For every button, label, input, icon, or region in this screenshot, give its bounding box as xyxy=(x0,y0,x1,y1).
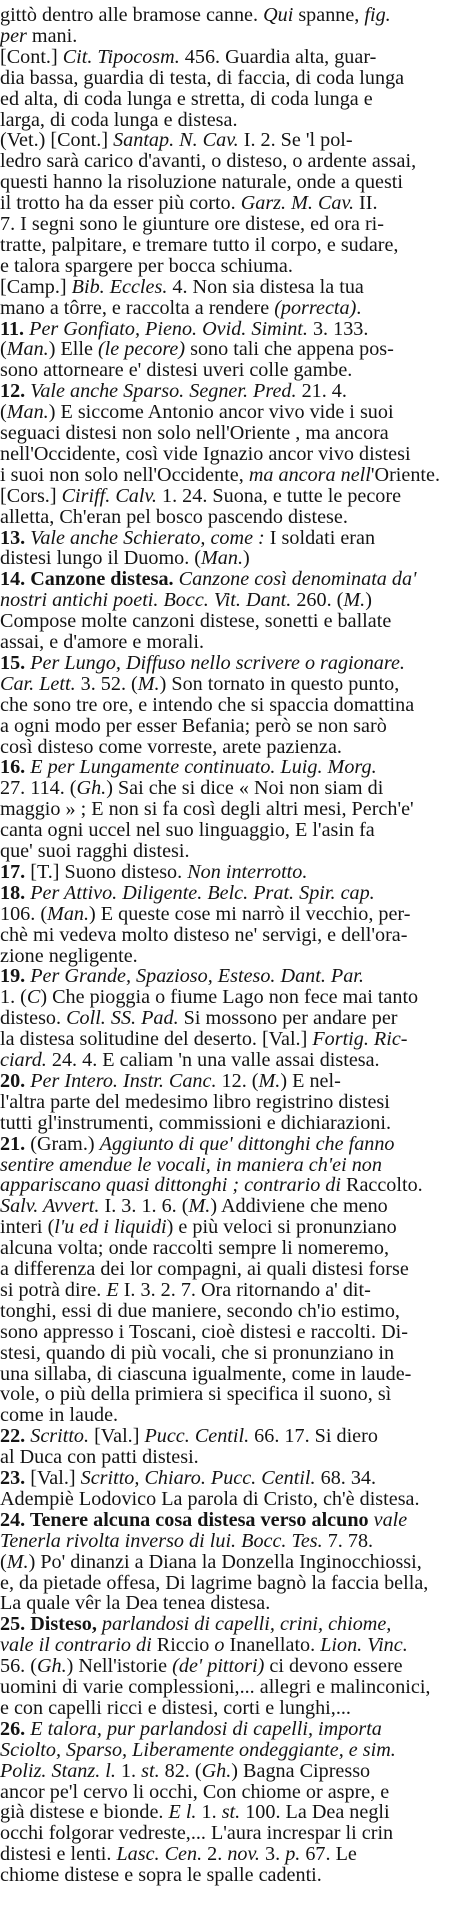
sense-number: 18. xyxy=(0,881,26,904)
body-text: la distesa solitudine del deserto. [Val.] xyxy=(0,1028,313,1051)
body-text: ) Po' dinanzi a Diana la Donzella Inginocchiossi, xyxy=(28,1550,422,1573)
body-text: I soldati eran xyxy=(264,526,376,549)
body-text: ) Elle xyxy=(48,338,98,361)
italic-text: Santap. N. Cav. xyxy=(113,129,239,152)
italic-text: E per Lungamente continuato. Luig. Morg. xyxy=(30,756,377,779)
body-text: così disteso come vorreste, arete pazienza. xyxy=(0,735,342,758)
body-text: que' suoi ragghi distesi. xyxy=(0,840,190,862)
body-text: [Val.] xyxy=(89,1425,145,1448)
italic-text: Car. Lett. xyxy=(0,672,76,695)
body-text: e, da pietade offesa, Di lagrime bagnò la faccia bella, xyxy=(0,1571,429,1594)
italic-text: st. xyxy=(141,1759,160,1782)
body-text: assai, e d'amore e morali. xyxy=(0,631,204,653)
italic-text: Per Gonfiato, Pieno. Ovid. Simint. xyxy=(29,317,308,340)
body-text: tonghi, essi di due maniere, secondo ch'io estimo, xyxy=(0,1299,400,1322)
body-text: 100. La Dea negli xyxy=(240,1801,390,1824)
body-text: occhi folgorar vedreste,... L'aura increspar li crin xyxy=(0,1822,394,1845)
body-text: gittò dentro alle bramose canne. xyxy=(0,4,264,26)
italic-text: Per Intero. Instr. Canc. xyxy=(30,1069,217,1092)
italic-text: E talora, pur parlandosi di capelli, importa xyxy=(30,1717,382,1740)
italic-text: Man. xyxy=(6,338,49,361)
sense-number: 13. xyxy=(0,526,26,549)
body-text: 1. ( xyxy=(0,986,27,1009)
italic-text: Man. xyxy=(47,902,90,925)
body-text: . xyxy=(356,296,362,319)
body-text: ) Sai che si dice « Noi non siam di xyxy=(106,777,384,800)
body-text: 67. Le xyxy=(300,1843,357,1866)
italic-text: Ciriff. Calv. xyxy=(61,484,157,507)
sense-number: 19. xyxy=(0,965,26,988)
body-text: [T.] Suono disteso. xyxy=(25,860,188,883)
italic-text: nov. xyxy=(227,1843,260,1866)
body-text: I. 2. Se 'l pol- xyxy=(238,129,353,152)
italic-text: Coll. SS. Pad. xyxy=(66,1007,179,1030)
body-text: distesi lungo il Duomo. ( xyxy=(0,547,202,570)
body-text: sono attorneare e' distesi uveri colle gambe. xyxy=(0,359,353,382)
body-text: 66. 17. Si diero xyxy=(249,1425,378,1448)
body-text: [Val.] xyxy=(25,1467,81,1489)
body-text: 1. xyxy=(196,1801,222,1824)
body-text: 1. xyxy=(115,1759,142,1782)
body-text: ( xyxy=(0,338,7,361)
body-text: Riccio xyxy=(151,1634,215,1657)
body-text: stesi, quando di più vocali, che si pronunziano in xyxy=(0,1341,395,1364)
body-text: chiome distese e sopra le spalle cadenti. xyxy=(0,1864,322,1887)
italic-text: Cit. Tipocosm. xyxy=(62,45,180,68)
italic-text: Non interrotto. xyxy=(187,860,308,883)
body-text: 2. xyxy=(202,1843,228,1866)
italic-text: Per Lungo, Diffuso nello scrivere o ragionare. xyxy=(30,651,405,674)
body-text: ) Che pioggia o fiume Lago non fece mai tanto xyxy=(40,986,419,1009)
body-text: Inanellato. xyxy=(224,1634,321,1657)
italic-text: vale il contrario di xyxy=(0,1634,152,1657)
italic-text: fig. xyxy=(364,4,391,26)
body-text: alletta, Ch'eran pel bosco pascendo distese. xyxy=(0,505,348,528)
body-text: La quale vêr la Dea tenea distesa. xyxy=(0,1592,271,1615)
italic-text: E l. xyxy=(168,1801,197,1824)
italic-text: Per Attivo. Diligente. Belc. Prat. Spir. cap. xyxy=(30,881,375,904)
body-text: ) E nel- xyxy=(280,1069,341,1092)
body-text: ci devono essere xyxy=(264,1655,403,1678)
text-line xyxy=(0,1862,476,1888)
sense-number: 14. Canzone distesa. xyxy=(0,568,174,591)
sense-number: 26. xyxy=(0,1717,26,1740)
body-text: canta ogni uccel nel suo linguaggio, E l'asin fa xyxy=(0,819,375,842)
body-text: Si mossono per andare per xyxy=(178,1007,398,1030)
body-text: al Duca con patti distesi. xyxy=(0,1446,199,1469)
italic-text: Gh. xyxy=(76,777,107,800)
italic-text: Lasc. Cen. xyxy=(116,1843,203,1866)
italic-text: Tenerla rivolta inverso di lui. Bocc. Tes. xyxy=(0,1529,323,1552)
italic-text: (le pecore) xyxy=(97,338,186,361)
body-text: 7. I segni sono le giunture ore distese, ed ora ri- xyxy=(0,213,384,235)
body-text: ) Addiviene che meno xyxy=(210,1195,388,1218)
sense-number: 21. xyxy=(0,1132,26,1155)
body-text: dia bassa, guardia di testa, di faccia, di coda lunga xyxy=(0,66,405,89)
body-text: ) E siccome Antonio ancor vivo vide i suoi xyxy=(48,401,394,424)
body-text: 3. 52. ( xyxy=(75,672,138,695)
body-text: l'altra parte del medesimo libro registrino distesi xyxy=(0,1090,390,1113)
body-text: ancor pe'l cervo li occhi, Con chiome or aspre, e xyxy=(0,1780,390,1803)
sense-number: 15. xyxy=(0,651,26,674)
body-text: [Cont.] xyxy=(0,45,63,68)
body-text: tutti gl'instrumenti, commissioni e dichiarazioni. xyxy=(0,1111,392,1134)
italic-text: Poliz. Stanz. l. xyxy=(0,1759,116,1782)
body-text: a ogni modo per esser Befania; però se non sarò xyxy=(0,714,387,737)
italic-text: Salv. Avvert. xyxy=(0,1195,100,1218)
body-text: 27. 114. ( xyxy=(0,777,77,800)
body-text: 'Oriente. xyxy=(370,463,440,486)
italic-text: (porrecta) xyxy=(274,296,357,319)
body-text: Compose molte canzoni distese, sonetti e ballate xyxy=(0,610,392,633)
body-text: tratte, palpitare, e tremare tutto il corpo, e sudare, xyxy=(0,233,399,256)
sense-number: 24. Tenere alcuna cosa distesa verso alcuno xyxy=(0,1508,369,1531)
body-text: 21. 4. xyxy=(296,380,347,403)
italic-text: Qui xyxy=(263,4,294,26)
sense-number: 17. xyxy=(0,860,26,883)
body-text: Raccolto. xyxy=(340,1174,423,1197)
body-text: come in laude. xyxy=(0,1404,119,1427)
body-text: ) E queste cose mi narrò il vecchio, per- xyxy=(89,902,411,925)
italic-text: parlandosi di capelli, crini, chiome, xyxy=(101,1613,392,1636)
body-text: 1. 24. Suona, e tutte le pecore xyxy=(156,484,402,507)
body-text: alcuna volta; onde raccolti sempre li nomeremo, xyxy=(0,1237,389,1260)
italic-text: Scritto, Chiaro. Pucc. Centil. xyxy=(80,1467,316,1489)
italic-text: st. xyxy=(221,1801,241,1824)
body-text: vole, o più della primiera si specifica il suono, sì xyxy=(0,1383,392,1406)
body-text: ) xyxy=(243,547,250,570)
italic-text: (de' pittori) xyxy=(172,1655,265,1678)
body-text: a differenza dei lor compagni, ai quali distesi forse xyxy=(0,1258,409,1280)
italic-text: Lion. Vinc. xyxy=(320,1634,408,1657)
italic-text: Vale anche Sparso. Segner. Pred. xyxy=(30,380,297,403)
body-text: [Camp.] xyxy=(0,275,72,298)
italic-text: ciard. xyxy=(0,1049,47,1071)
body-text: mani. xyxy=(26,24,78,47)
body-text: nell'Occidente, così vide Ignazio ancor vivo distesi xyxy=(0,442,411,465)
italic-text: Vale anche Schierato, come : xyxy=(30,526,265,549)
italic-text: sentire amendue le vocali, in maniera ch'ei non xyxy=(0,1153,382,1176)
italic-text: p. xyxy=(285,1843,301,1866)
body-text: 3. 133. xyxy=(307,317,369,340)
italic-text: Per Grande, Spazioso, Esteso. Dant. Par. xyxy=(30,965,364,988)
italic-text: ma ancora nell xyxy=(248,463,371,486)
body-text: I. 3. 1. 6. ( xyxy=(99,1195,189,1218)
italic-text: Canzone così denominata da' xyxy=(178,568,417,591)
body-text: i suoi non solo nell'Occidente, xyxy=(0,463,249,486)
body-text: maggio » ; E non si fa così degli altri mesi, Perch'e' xyxy=(0,798,414,821)
body-text: ) Nell'istorie xyxy=(66,1655,173,1678)
italic-text: Garz. M. Cav. xyxy=(240,192,354,215)
body-text: si potrà dire. xyxy=(0,1278,107,1301)
body-text: ledro sarà carico d'avanti, o disteso, o ardente assai, xyxy=(0,150,417,173)
italic-text: nostri antichi poeti. Bocc. Vit. Dant. xyxy=(0,589,292,612)
italic-text: M. xyxy=(343,589,366,612)
body-text: questi hanno la risoluzione naturale, onde a questi xyxy=(0,171,404,194)
sense-number: 25. Disteso, xyxy=(0,1613,97,1636)
body-text: e talora spargere per bocca schiuma. xyxy=(0,254,293,277)
italic-text: Gh. xyxy=(36,1655,67,1678)
body-text: seguaci distesi non solo nell'Oriente , ma ancora xyxy=(0,422,389,444)
italic-text: o xyxy=(214,1634,225,1657)
body-text: zione negligente. xyxy=(0,944,138,967)
italic-text: Aggiunto di que' dittonghi che fanno xyxy=(99,1132,395,1155)
body-text: ( xyxy=(0,1550,7,1573)
body-text: larga, di coda lunga e distesa. xyxy=(0,108,238,131)
italic-text: Bib. Eccles. xyxy=(71,275,168,298)
italic-text: l'u ed i liquidi xyxy=(54,1216,167,1239)
italic-text: Fortig. Ric- xyxy=(312,1028,408,1051)
body-text: mano a tôrre, e raccolta a rendere xyxy=(0,296,275,319)
body-text: disteso. xyxy=(0,1007,67,1030)
body-text: ) Bagna Cipresso xyxy=(231,1759,371,1782)
italic-text: Sciolto, Sparso, Liberamente ondeggiante, e sim. xyxy=(0,1738,396,1761)
body-text: 3. xyxy=(259,1843,286,1866)
italic-text: Pucc. Centil. xyxy=(144,1425,250,1448)
body-text: [Cors.] xyxy=(0,484,62,507)
sense-number: 22. xyxy=(0,1425,26,1448)
italic-text: appariscano quasi dittonghi ; contrario di xyxy=(0,1174,341,1197)
italic-text: C xyxy=(26,986,41,1009)
italic-text: M. xyxy=(258,1069,281,1092)
body-text: ) e più veloci si pronunziano xyxy=(166,1216,397,1239)
italic-text: vale xyxy=(373,1508,408,1531)
sense-number: 20. xyxy=(0,1069,26,1092)
italic-text: per xyxy=(0,24,27,47)
body-text: (Vet.) [Cont.] xyxy=(0,129,114,152)
body-text: (Gram.) xyxy=(25,1132,100,1155)
body-text: 106. ( xyxy=(0,902,48,925)
italic-text: Gh. xyxy=(201,1759,232,1782)
body-text: sono tali che appena pos- xyxy=(185,338,394,361)
body-text: 4. Non sia distesa la tua xyxy=(167,275,364,298)
body-text: 456. Guardia alta, guar- xyxy=(179,45,377,68)
body-text: sono appresso i Toscani, cioè distesi e raccolti. Di- xyxy=(0,1320,408,1343)
italic-text: M. xyxy=(137,672,160,695)
body-text: già distese e bionde. xyxy=(0,1801,169,1824)
sense-number: 11. xyxy=(0,317,25,340)
body-text: 82. ( xyxy=(159,1759,202,1782)
body-text: I. 3. 2. 7. Ora ritornando a' dit- xyxy=(118,1278,371,1301)
body-text: 12. ( xyxy=(216,1069,259,1092)
body-text: interi ( xyxy=(0,1216,55,1239)
body-text: Adempiè Lodovico La parola di Cristo, ch'è distesa. xyxy=(0,1487,420,1510)
body-text: 260. ( xyxy=(291,589,344,612)
italic-text: M. xyxy=(188,1195,211,1218)
body-text: chè mi vedeva molto disteso ne' servigi, e dell'ora- xyxy=(0,923,408,946)
body-text: e con capelli ricci e distesi, corti e lunghi,... xyxy=(0,1696,351,1719)
body-text: ) Son tornato in questo punto, xyxy=(159,672,400,695)
body-text: spanne, xyxy=(293,4,365,26)
body-text: distesi e lenti. xyxy=(0,1843,117,1866)
italic-text: Scritto. xyxy=(30,1425,90,1448)
italic-text: E xyxy=(106,1278,119,1301)
italic-text: M. xyxy=(6,1550,29,1573)
italic-text: Man. xyxy=(201,547,244,570)
body-text: 7. 78. xyxy=(322,1529,374,1552)
sense-number: 12. xyxy=(0,380,26,403)
sense-number: 23. xyxy=(0,1467,26,1489)
body-text: 56. ( xyxy=(0,1655,37,1678)
body-text: che sono tre ore, e intendo che si spaccia domattina xyxy=(0,693,415,716)
body-text: una sillaba, di ciascuna igualmente, come in laude- xyxy=(0,1362,412,1385)
body-text: ed alta, di coda lunga e stretta, di coda lunga e xyxy=(0,87,373,110)
body-text: ) xyxy=(365,589,372,612)
body-text: 68. 34. xyxy=(315,1467,377,1489)
body-text: ( xyxy=(0,401,7,424)
body-text: uomini di varie complessioni,... allegri e malinconici, xyxy=(0,1676,431,1698)
body-text: il trotto ha da esser più corto. xyxy=(0,192,241,215)
italic-text: Man. xyxy=(6,401,49,424)
sense-number: 16. xyxy=(0,756,26,779)
body-text: 24. 4. E caliam 'n una valle assai distesa. xyxy=(46,1049,380,1071)
body-text: II. xyxy=(353,192,378,215)
